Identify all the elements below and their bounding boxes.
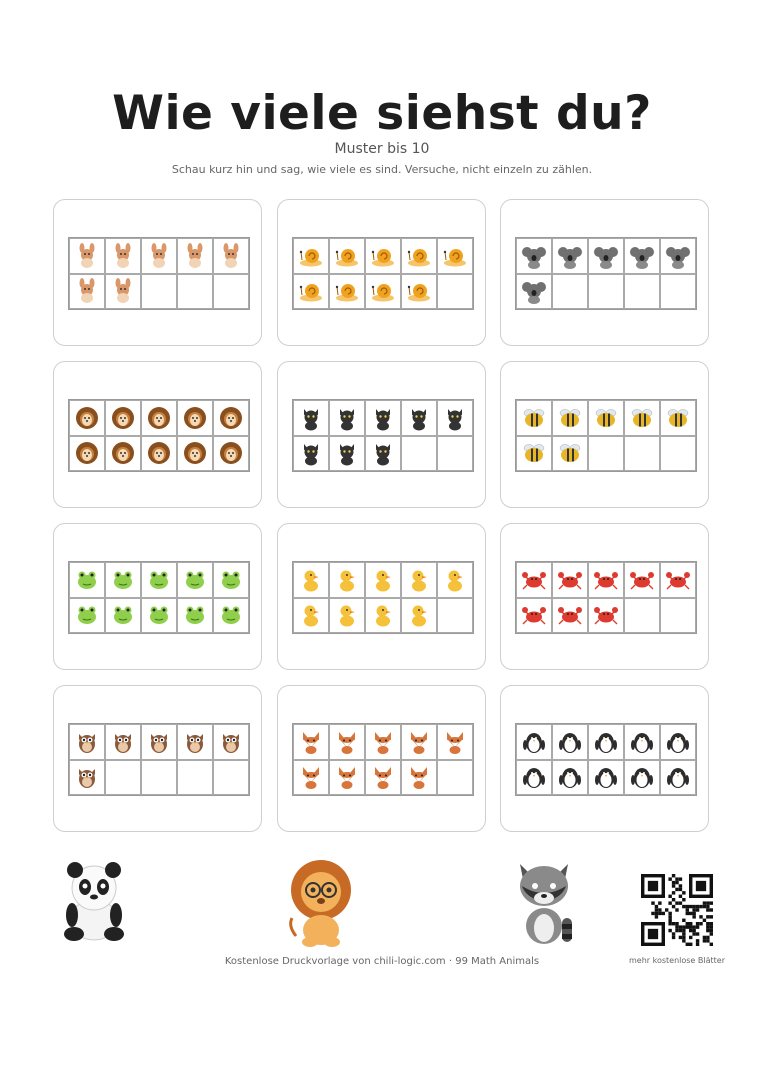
ten-frame-cell bbox=[141, 760, 177, 796]
ten-frame-cell bbox=[624, 724, 660, 760]
hedgehog-icon bbox=[110, 440, 136, 466]
ten-frame-cell bbox=[516, 400, 552, 436]
ten-frame-cell bbox=[105, 724, 141, 760]
ten-frame-cell bbox=[437, 436, 473, 472]
penguin-icon bbox=[557, 729, 583, 755]
ten-frame-cell bbox=[177, 436, 213, 472]
ten-frame bbox=[68, 723, 250, 796]
penguin-icon bbox=[665, 729, 691, 755]
crab-icon bbox=[521, 567, 547, 593]
ten-frame-cell bbox=[516, 598, 552, 634]
owl-icon bbox=[110, 729, 136, 755]
ten-frame-cell bbox=[552, 274, 588, 310]
frog-icon bbox=[218, 567, 244, 593]
ten-frame-cell bbox=[588, 760, 624, 796]
ten-frame-cell bbox=[293, 400, 329, 436]
ten-frame-card bbox=[53, 685, 262, 832]
ten-frame-cell bbox=[552, 724, 588, 760]
ten-frame-cell bbox=[213, 238, 249, 274]
snail-icon bbox=[370, 243, 396, 269]
ten-frame-cell bbox=[105, 274, 141, 310]
kangaroo-icon bbox=[182, 243, 208, 269]
ten-frame-cell bbox=[213, 598, 249, 634]
ten-frame bbox=[515, 561, 697, 634]
crab-icon bbox=[593, 567, 619, 593]
ten-frame-cell bbox=[552, 760, 588, 796]
snail-icon bbox=[406, 278, 432, 304]
koala-icon bbox=[521, 278, 547, 304]
crab-icon bbox=[629, 567, 655, 593]
crab-icon bbox=[593, 602, 619, 628]
ten-frame-cell bbox=[141, 436, 177, 472]
bee-icon bbox=[557, 405, 583, 431]
ten-frame-cell bbox=[588, 724, 624, 760]
ten-frame-cell bbox=[365, 238, 401, 274]
cat-icon bbox=[298, 440, 324, 466]
ten-frame-cell bbox=[293, 760, 329, 796]
ten-frame-cell bbox=[141, 400, 177, 436]
ten-frame-cell bbox=[588, 562, 624, 598]
owl-icon bbox=[74, 729, 100, 755]
ten-frame-cell bbox=[69, 436, 105, 472]
ten-frame-cell bbox=[293, 274, 329, 310]
ten-frame-cell bbox=[437, 598, 473, 634]
frog-icon bbox=[218, 602, 244, 628]
ten-frame-cell bbox=[213, 436, 249, 472]
ten-frame bbox=[292, 237, 474, 310]
ten-frame-card bbox=[500, 523, 709, 670]
ten-frame-cell bbox=[177, 274, 213, 310]
koala-icon bbox=[629, 243, 655, 269]
frog-icon bbox=[146, 567, 172, 593]
ten-frame-card bbox=[500, 685, 709, 832]
ten-frame-cell bbox=[516, 274, 552, 310]
penguin-icon bbox=[521, 764, 547, 790]
hedgehog-icon bbox=[182, 440, 208, 466]
qr-label: mehr kostenlose Blätter bbox=[628, 956, 725, 965]
ten-frame-card bbox=[277, 199, 486, 346]
ten-frame-cell bbox=[329, 238, 365, 274]
ten-frame-cell bbox=[329, 436, 365, 472]
hedgehog-icon bbox=[218, 440, 244, 466]
ten-frame-cell bbox=[365, 598, 401, 634]
ten-frame-cell bbox=[660, 436, 696, 472]
panda-icon bbox=[60, 860, 128, 942]
ten-frame-cell bbox=[660, 400, 696, 436]
crab-icon bbox=[521, 602, 547, 628]
cat-icon bbox=[334, 405, 360, 431]
ten-frame-cell bbox=[213, 760, 249, 796]
cat-icon bbox=[370, 405, 396, 431]
duck-icon bbox=[370, 602, 396, 628]
ten-frame-card bbox=[500, 361, 709, 508]
kangaroo-icon bbox=[218, 243, 244, 269]
ten-frame-cell bbox=[213, 724, 249, 760]
frog-icon bbox=[110, 602, 136, 628]
fox-icon bbox=[370, 764, 396, 790]
penguin-icon bbox=[629, 729, 655, 755]
bee-icon bbox=[521, 440, 547, 466]
ten-frame-cell bbox=[516, 724, 552, 760]
bee-icon bbox=[629, 405, 655, 431]
ten-frame-cell bbox=[437, 562, 473, 598]
ten-frame-cell bbox=[329, 274, 365, 310]
raccoon-icon bbox=[512, 856, 576, 948]
koala-icon bbox=[665, 243, 691, 269]
ten-frame-cell bbox=[401, 238, 437, 274]
ten-frame-cell bbox=[437, 274, 473, 310]
page-title: Wie viele siehst du? bbox=[112, 86, 652, 141]
ten-frame-cell bbox=[516, 562, 552, 598]
ten-frame-cell bbox=[552, 436, 588, 472]
ten-frame-cell bbox=[660, 238, 696, 274]
ten-frame-cell bbox=[401, 274, 437, 310]
fox-icon bbox=[298, 729, 324, 755]
ten-frame-cell bbox=[552, 238, 588, 274]
ten-frame-cell bbox=[401, 562, 437, 598]
ten-frame-cell bbox=[365, 724, 401, 760]
instruction-text: Schau kurz hin und sag, wie viele es sind. Versuche, nicht einzeln zu zählen. bbox=[171, 163, 593, 176]
kangaroo-icon bbox=[74, 243, 100, 269]
cat-icon bbox=[442, 405, 468, 431]
ten-frame-cell bbox=[401, 724, 437, 760]
ten-frame-cell bbox=[177, 238, 213, 274]
kangaroo-icon bbox=[146, 243, 172, 269]
ten-frame-cell bbox=[588, 598, 624, 634]
ten-frame-cell bbox=[588, 400, 624, 436]
koala-icon bbox=[557, 243, 583, 269]
ten-frame-cell bbox=[141, 724, 177, 760]
fox-icon bbox=[370, 729, 396, 755]
snail-icon bbox=[298, 243, 324, 269]
bee-icon bbox=[593, 405, 619, 431]
ten-frame-cell bbox=[177, 760, 213, 796]
crab-icon bbox=[557, 567, 583, 593]
koala-icon bbox=[521, 243, 547, 269]
ten-frame-cell bbox=[293, 562, 329, 598]
ten-frame-cell bbox=[213, 400, 249, 436]
ten-frame-cell bbox=[293, 436, 329, 472]
hedgehog-icon bbox=[74, 440, 100, 466]
snail-icon bbox=[406, 243, 432, 269]
ten-frame-cell bbox=[293, 724, 329, 760]
ten-frame-cell bbox=[552, 562, 588, 598]
ten-frame bbox=[68, 561, 250, 634]
ten-frame-cell bbox=[437, 400, 473, 436]
hedgehog-icon bbox=[74, 405, 100, 431]
fox-icon bbox=[298, 764, 324, 790]
ten-frame-cell bbox=[401, 760, 437, 796]
snail-icon bbox=[334, 243, 360, 269]
cat-icon bbox=[370, 440, 396, 466]
ten-frame-cell bbox=[105, 562, 141, 598]
fox-icon bbox=[406, 729, 432, 755]
bee-icon bbox=[557, 440, 583, 466]
hedgehog-icon bbox=[146, 440, 172, 466]
duck-icon bbox=[406, 567, 432, 593]
penguin-icon bbox=[557, 764, 583, 790]
ten-frame-cell bbox=[624, 400, 660, 436]
frog-icon bbox=[110, 567, 136, 593]
fox-icon bbox=[334, 729, 360, 755]
ten-frame-cell bbox=[365, 760, 401, 796]
snail-icon bbox=[334, 278, 360, 304]
kangaroo-icon bbox=[110, 278, 136, 304]
ten-frame-cell bbox=[588, 238, 624, 274]
cat-icon bbox=[406, 405, 432, 431]
penguin-icon bbox=[593, 764, 619, 790]
crab-icon bbox=[665, 567, 691, 593]
frog-icon bbox=[182, 602, 208, 628]
duck-icon bbox=[370, 567, 396, 593]
ten-frame-cell bbox=[141, 274, 177, 310]
frog-icon bbox=[74, 567, 100, 593]
owl-icon bbox=[74, 764, 100, 790]
snail-icon bbox=[298, 278, 324, 304]
ten-frame-card bbox=[53, 361, 262, 508]
fox-icon bbox=[442, 729, 468, 755]
fox-icon bbox=[406, 764, 432, 790]
ten-frame-cell bbox=[624, 436, 660, 472]
penguin-icon bbox=[665, 764, 691, 790]
fox-icon bbox=[334, 764, 360, 790]
ten-frame-cell bbox=[105, 400, 141, 436]
ten-frame bbox=[515, 399, 697, 472]
ten-frame-cell bbox=[293, 238, 329, 274]
ten-frame-cell bbox=[624, 274, 660, 310]
hedgehog-icon bbox=[182, 405, 208, 431]
ten-frame-cell bbox=[516, 436, 552, 472]
ten-frame-cell bbox=[624, 760, 660, 796]
bee-icon bbox=[521, 405, 547, 431]
ten-frame-cell bbox=[552, 400, 588, 436]
penguin-icon bbox=[593, 729, 619, 755]
ten-frame-cell bbox=[69, 274, 105, 310]
page-subtitle: Muster bis 10 bbox=[334, 141, 430, 157]
frog-icon bbox=[182, 567, 208, 593]
ten-frame-cell bbox=[69, 562, 105, 598]
ten-frame-cell bbox=[660, 274, 696, 310]
ten-frame-cell bbox=[588, 436, 624, 472]
snail-icon bbox=[370, 278, 396, 304]
ten-frame-cell bbox=[660, 724, 696, 760]
cat-icon bbox=[334, 440, 360, 466]
ten-frame-cell bbox=[437, 238, 473, 274]
ten-frame bbox=[292, 561, 474, 634]
ten-frame bbox=[68, 237, 250, 310]
owl-icon bbox=[182, 729, 208, 755]
ten-frame-cell bbox=[660, 562, 696, 598]
ten-frame-cell bbox=[329, 598, 365, 634]
ten-frame-cell bbox=[365, 400, 401, 436]
ten-frame-cell bbox=[69, 598, 105, 634]
footer-credit: Kostenlose Druckvorlage von chili-logic.com · 99 Math Animals bbox=[224, 956, 540, 967]
duck-icon bbox=[406, 602, 432, 628]
ten-frame-card bbox=[53, 199, 262, 346]
ten-frame-cell bbox=[69, 724, 105, 760]
ten-frame-cell bbox=[401, 598, 437, 634]
hedgehog-icon bbox=[110, 405, 136, 431]
lion-icon bbox=[286, 856, 356, 948]
hedgehog-icon bbox=[146, 405, 172, 431]
ten-frame-cell bbox=[177, 598, 213, 634]
ten-frame-cell bbox=[329, 562, 365, 598]
ten-frame-cell bbox=[69, 760, 105, 796]
ten-frame-card bbox=[277, 361, 486, 508]
owl-icon bbox=[218, 729, 244, 755]
ten-frame-cell bbox=[437, 724, 473, 760]
koala-icon bbox=[593, 243, 619, 269]
ten-frame bbox=[292, 723, 474, 796]
ten-frame-cell bbox=[69, 400, 105, 436]
ten-frame-cell bbox=[624, 598, 660, 634]
ten-frame-cell bbox=[401, 400, 437, 436]
frog-icon bbox=[74, 602, 100, 628]
ten-frame-cell bbox=[177, 724, 213, 760]
ten-frame-cell bbox=[624, 238, 660, 274]
penguin-icon bbox=[629, 764, 655, 790]
ten-frame-cell bbox=[516, 238, 552, 274]
duck-icon bbox=[298, 567, 324, 593]
frog-icon bbox=[146, 602, 172, 628]
cat-icon bbox=[298, 405, 324, 431]
ten-frame-cell bbox=[141, 562, 177, 598]
hedgehog-icon bbox=[218, 405, 244, 431]
ten-frame-cell bbox=[69, 238, 105, 274]
ten-frame-cell bbox=[552, 598, 588, 634]
ten-frame-cell bbox=[105, 598, 141, 634]
ten-frame-cell bbox=[329, 400, 365, 436]
ten-frame-cell bbox=[177, 562, 213, 598]
ten-frame-cell bbox=[105, 760, 141, 796]
penguin-icon bbox=[521, 729, 547, 755]
ten-frame-cell bbox=[624, 562, 660, 598]
ten-frame-card bbox=[277, 685, 486, 832]
ten-frame-card bbox=[500, 199, 709, 346]
ten-frame-card bbox=[277, 523, 486, 670]
kangaroo-icon bbox=[74, 278, 100, 304]
kangaroo-icon bbox=[110, 243, 136, 269]
duck-icon bbox=[442, 567, 468, 593]
ten-frame-cell bbox=[365, 274, 401, 310]
ten-frame-cell bbox=[365, 436, 401, 472]
ten-frame-cell bbox=[293, 598, 329, 634]
ten-frame-cell bbox=[660, 760, 696, 796]
ten-frame-cell bbox=[401, 436, 437, 472]
ten-frame-cell bbox=[588, 274, 624, 310]
duck-icon bbox=[298, 602, 324, 628]
ten-frame-card bbox=[53, 523, 262, 670]
ten-frame-cell bbox=[329, 760, 365, 796]
ten-frame-cell bbox=[213, 562, 249, 598]
duck-icon bbox=[334, 567, 360, 593]
snail-icon bbox=[442, 243, 468, 269]
ten-frame-cell bbox=[329, 724, 365, 760]
ten-frame-cell bbox=[141, 238, 177, 274]
ten-frame-cell bbox=[105, 238, 141, 274]
duck-icon bbox=[334, 602, 360, 628]
ten-frame bbox=[515, 723, 697, 796]
crab-icon bbox=[557, 602, 583, 628]
ten-frame-cell bbox=[660, 598, 696, 634]
ten-frame-cell bbox=[105, 436, 141, 472]
ten-frame-cell bbox=[177, 400, 213, 436]
bee-icon bbox=[665, 405, 691, 431]
qr-code-icon[interactable] bbox=[641, 874, 713, 946]
ten-frame-cell bbox=[365, 562, 401, 598]
ten-frame-cell bbox=[141, 598, 177, 634]
owl-icon bbox=[146, 729, 172, 755]
ten-frame bbox=[515, 237, 697, 310]
ten-frame bbox=[292, 399, 474, 472]
ten-frame-cell bbox=[213, 274, 249, 310]
ten-frame bbox=[68, 399, 250, 472]
ten-frame-cell bbox=[437, 760, 473, 796]
ten-frame-cell bbox=[516, 760, 552, 796]
ten-frame-grid bbox=[53, 199, 712, 835]
